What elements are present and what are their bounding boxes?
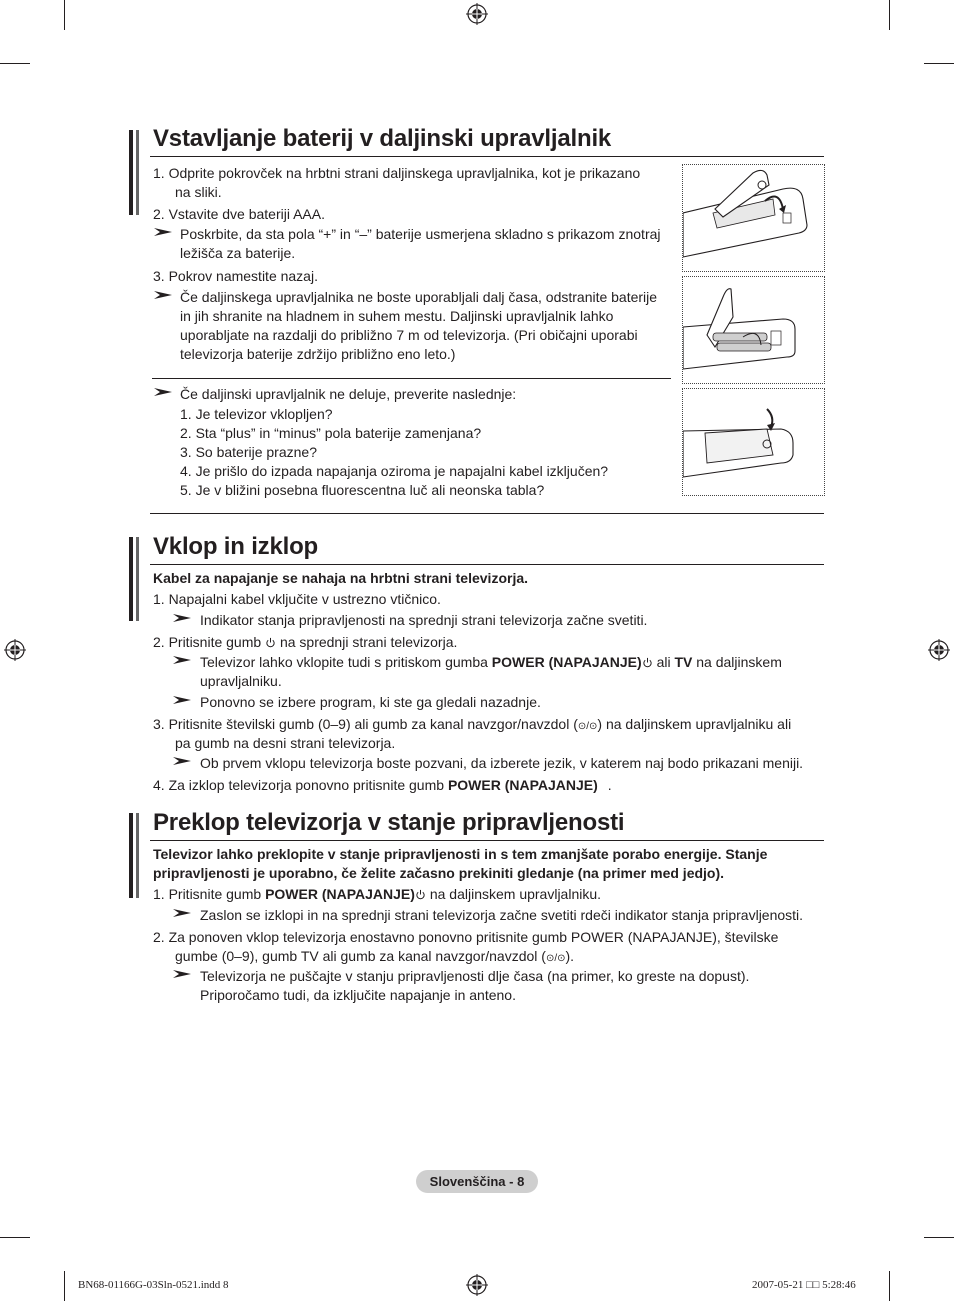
remote-battery-icon <box>683 277 824 383</box>
remote-illustration-closed <box>682 388 825 496</box>
note-arrow-icon <box>173 655 193 665</box>
note-arrow-icon <box>154 290 174 300</box>
power-icon <box>642 657 653 668</box>
note-arrow-icon <box>173 908 193 918</box>
step-text-part: ). <box>565 948 575 964</box>
note-arrow-icon <box>173 756 193 766</box>
note-arrow-icon <box>154 387 174 397</box>
note-text: televizorja baterije zdržijo približno eno leto.) <box>180 346 456 362</box>
intro-text: pripravljenosti je uporabno, če želite začasno prekiniti gledanje (na primer med jedjo). <box>153 865 725 881</box>
note-arrow-icon <box>173 969 193 979</box>
intro-text: Televizor lahko preklopite v stanje pripravljenosti in s tem zmanjšate porabo energije. Stanje <box>153 846 768 862</box>
note-rule <box>152 378 671 379</box>
note-text: ležišča za baterije. <box>180 245 296 261</box>
check-item: 1. Je televizor vklopljen? <box>180 406 333 422</box>
section-bar <box>129 537 133 621</box>
note-text-part: Televizor lahko vklopite tudi s pritiskom gumba <box>200 654 488 670</box>
registration-mark-icon <box>4 639 26 661</box>
section-title: Vklop in izklop <box>153 533 319 560</box>
title-rule <box>150 840 824 841</box>
power-icon <box>415 889 426 900</box>
section-bar <box>129 813 133 898</box>
note-arrow-icon <box>173 613 193 623</box>
section-bar <box>136 130 139 215</box>
note-text: Poskrbite, da sta pola “+” in “–” baterije usmerjena skladno s prikazom znotraj <box>180 226 661 242</box>
title-rule <box>150 564 824 565</box>
note-text: Televizorja ne puščajte v stanju pripravljenosti dlje časa (na primer, ko greste na dopust). <box>200 968 750 984</box>
power-button-label: POWER (NAPAJANJE) <box>265 886 415 902</box>
channel-up-down-icon: ⊙/⊙ <box>545 953 566 964</box>
section-bar <box>136 813 139 898</box>
step-text-part: 4. Za izklop televizorja ponovno pritisnite gumb <box>153 777 445 793</box>
note-arrow-icon <box>173 695 193 705</box>
check-item: 2. Sta “plus” in “minus” pola baterije zamenjana? <box>180 425 482 441</box>
check-item: 4. Je prišlo do izpada napajanja oziroma je napajalni kabel izključen? <box>180 463 609 479</box>
section-title: Preklop televizorja v stanje pripravljenosti <box>153 809 625 836</box>
registration-mark-icon <box>466 1274 488 1296</box>
crop-mark <box>889 0 890 30</box>
note-text: Priporočamo tudi, da izključite napajanje in anteno. <box>200 987 516 1003</box>
step-text-part: 3. Pritisnite številski gumb (0–9) ali gumb za kanal navzgor/navzdol ( <box>153 716 578 732</box>
section-bar <box>129 130 133 215</box>
step-text-part: na daljinskem upravljalniku. <box>429 886 602 902</box>
title-rule <box>150 156 824 157</box>
note-text: uporabljate na razdalji do približno 7 m od televizorja. (Pri običajni uporabi <box>180 327 638 343</box>
note-text: upravljalniku. <box>200 673 282 689</box>
step-text: 2. Vstavite dve bateriji AAA. <box>153 206 325 222</box>
note-text-part: ali <box>656 654 671 670</box>
page-number-badge: Slovenščina - 8 <box>416 1170 538 1193</box>
note-text: in jih shranite na hladnem in suhem mestu. Daljinski upravljalnik lahko <box>180 308 614 324</box>
step-text: 3. Pokrov namestite nazaj. <box>153 268 318 284</box>
note-arrow-icon <box>154 227 174 237</box>
step-text <box>153 633 457 652</box>
note-text: Če daljinski upravljalnik ne deluje, preverite naslednje: <box>180 386 517 402</box>
crop-mark <box>924 1237 954 1238</box>
power-icon <box>265 637 276 648</box>
step-text-part: 1. Pritisnite gumb <box>153 886 262 902</box>
section-title: Vstavljanje baterij v daljinski upravljalnik <box>153 125 612 152</box>
step-text-part: na sprednji strani televizorja. <box>279 634 458 650</box>
print-slug-left: BN68-01166G-03Sln-0521.indd 8 <box>78 1279 229 1291</box>
remote-illustration-open <box>682 164 825 272</box>
note-text: Če daljinskega upravljalnika ne boste uporabljali dalj časa, odstranite baterije <box>180 289 658 305</box>
remote-illustration-batteries <box>682 276 825 384</box>
step-text-part: ) na daljinskem upravljalniku ali <box>597 716 792 732</box>
registration-mark-icon <box>928 639 950 661</box>
remote-close-cover-icon <box>683 389 824 495</box>
check-item: 3. So baterije prazne? <box>180 444 317 460</box>
note-text: Ob prvem vklopu televizorja boste pozvani, da izberete jezik, v katerem naj bodo prikazani meniji. <box>200 755 804 771</box>
section-rule <box>150 513 824 514</box>
step-text-part: 2. Pritisnite gumb <box>153 634 262 650</box>
step-text <box>153 776 612 795</box>
channel-up-down-icon: ⊙/⊙ <box>577 721 598 732</box>
note-text <box>200 653 782 672</box>
crop-mark <box>64 1271 65 1301</box>
step-text: 1. Odprite pokrovček na hrbtni strani daljinskega upravljalnika, kot je prikazano <box>153 165 641 181</box>
crop-mark <box>64 0 65 30</box>
check-item: 5. Je v bližini posebna fluorescentna luč ali neonska tabla? <box>180 482 545 498</box>
print-slug-right: 2007-05-21 □□ 5:28:46 <box>752 1279 856 1291</box>
crop-mark <box>889 1271 890 1301</box>
tv-button-label: TV <box>674 654 693 670</box>
step-text: na sliki. <box>175 184 222 200</box>
note-text-part: na daljinskem <box>696 654 782 670</box>
step-text-part: gumbe (0–9), gumb TV ali gumb za kanal navzgor/navzdol ( <box>175 948 546 964</box>
power-button-label: POWER (NAPAJANJE) <box>491 654 642 670</box>
note-text: Zaslon se izklopi in na sprednji strani televizorja začne svetiti rdeči indikator stanja pripravljenosti. <box>200 907 804 923</box>
remote-open-cover-icon <box>683 165 824 271</box>
power-button-label: POWER (NAPAJANJE) <box>447 777 598 793</box>
crop-mark <box>0 1237 30 1238</box>
step-text <box>153 715 791 736</box>
step-text-part: . <box>607 777 612 793</box>
step-text: 1. Napajalni kabel vključite v ustrezno vtičnico. <box>153 591 441 607</box>
step-text <box>175 947 574 968</box>
note-text: Indikator stanja pripravljenosti na sprednji strani televizorja začne svetiti. <box>200 612 648 628</box>
registration-mark-icon <box>466 3 488 25</box>
section-bar <box>136 537 139 621</box>
note-text: Ponovno se izbere program, ki ste ga gledali nazadnje. <box>200 694 541 710</box>
crop-mark <box>0 63 30 64</box>
step-text: pa gumb na desni strani televizorja. <box>175 735 396 751</box>
step-text: 2. Za ponoven vklop televizorja enostavno ponovno pritisnite gumb POWER (NAPAJANJE), številske <box>153 929 779 945</box>
crop-mark <box>924 63 954 64</box>
intro-text: Kabel za napajanje se nahaja na hrbtni strani televizorja. <box>153 570 529 586</box>
step-text <box>153 885 601 904</box>
